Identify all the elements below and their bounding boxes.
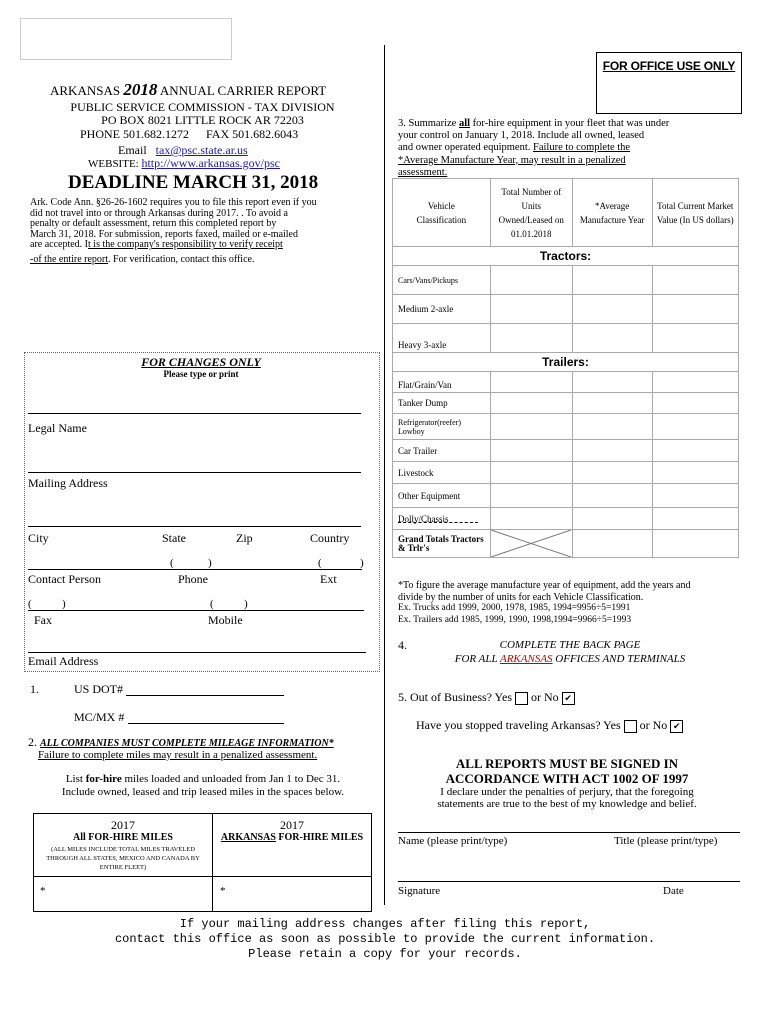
back-page-line2: FOR ALL ARKANSAS OFFICES AND TERMINALS (454, 653, 686, 665)
ar-miles-title: ARKANSAS FOR-HIRE MILES (220, 832, 364, 843)
email-address-input[interactable] (28, 651, 366, 653)
units-cell[interactable] (490, 295, 572, 324)
stopped-traveling: Have you stopped traveling Arkansas? Yes or No ✔ (416, 718, 683, 733)
office-use-box (596, 52, 742, 114)
market-value-cell[interactable] (652, 462, 738, 484)
fax-label: Fax (34, 613, 52, 627)
website-link[interactable]: http://www.arkansas.gov/psc (141, 156, 281, 170)
phone-label: Phone (178, 572, 208, 586)
market-value-cell[interactable] (652, 414, 738, 440)
city-state-zip-input[interactable] (28, 525, 361, 527)
trailer-row (393, 372, 739, 393)
avg-year-cell[interactable] (572, 414, 652, 440)
mcmx-label: MC/MX # (74, 710, 125, 724)
trailer-class-label: Tanker Dump (393, 393, 491, 414)
market-value-cell[interactable] (652, 266, 738, 295)
tractor-class-label: Heavy 3-axle (393, 324, 491, 353)
market-value-cell[interactable] (652, 372, 738, 393)
grand-value-cell[interactable] (652, 530, 738, 558)
fax-mobile-input[interactable] (28, 609, 364, 611)
trailer-row (393, 393, 739, 414)
declaration1: I declare under the penalties of perjury, that the foregoing (440, 786, 694, 798)
zip-label: Zip (236, 531, 253, 545)
avg-year-cell[interactable] (572, 462, 652, 484)
units-cell[interactable] (490, 484, 572, 508)
trailer-row (393, 508, 739, 530)
grand-totals-row (393, 530, 739, 558)
column-divider (384, 45, 385, 905)
email-link[interactable]: tax@psc.state.ar.us (155, 143, 248, 157)
tractors-section-row (393, 247, 739, 266)
changes-box (24, 352, 380, 672)
mileage-instr2: Include owned, leased and trip leased miles in the spaces below. (61, 786, 345, 798)
units-cell[interactable] (490, 266, 572, 295)
usdot-input[interactable] (126, 694, 284, 696)
notice-paragraph: Ark. Code Ann. §26-26-1602 requires you to file this report even if you did not travel into or through Arkansas during 2017. . To avoid a penalty or default assessment, return this completed report by March 31, 2018. For submission, reports faxed, mailed or e-mailed are accepted. It is the company's responsibility to verify receipt -of the entire report. For verification, contact this office. (30, 197, 317, 265)
market-value-cell[interactable] (652, 324, 738, 353)
market-value-cell[interactable] (652, 508, 738, 530)
usdot-label: US DOT# (74, 682, 124, 696)
avg-year-cell[interactable] (572, 372, 652, 393)
avg-year-note: *To figure the average manufacture year of equipment, add the years and divide by the number of units for each Vehicle Classification. Ex. Trucks add 1999, 2000, 1978, 1985, 1994=9956÷5=1991 Ex. Trailers add 1985, 1999, 1990, 1998,1994=9966÷5=1993 (398, 580, 691, 625)
address-line: PO BOX 8021 LITTLE ROCK AR 72203 (101, 113, 304, 127)
mileage-warning: Failure to complete miles may result in a penalized assessment. (38, 749, 318, 761)
mileage-table (33, 813, 372, 912)
section4-number: 4. (398, 638, 407, 652)
avg-year-cell[interactable] (572, 295, 652, 324)
trailer-row (393, 440, 739, 462)
trailer-class-label: Dolly/Chassis (393, 508, 491, 530)
date-label: Date (663, 885, 684, 897)
title-label: Title (please print/type) (614, 835, 718, 847)
all-miles-title: All FOR-HIRE MILES (72, 832, 173, 843)
units-cell[interactable] (490, 462, 572, 484)
trailer-row (393, 414, 739, 440)
legal-name-input[interactable] (28, 412, 361, 414)
agency-line: PUBLIC SERVICE COMMISSION - TAX DIVISION (70, 100, 335, 114)
office-use-label: FOR OFFICE USE ONLY (602, 59, 736, 73)
tractor-class-label: Cars/Vans/Pickups (393, 266, 491, 295)
stopped-traveling-no-checkbox[interactable]: ✔ (670, 720, 683, 733)
changes-subtitle: Please type or print (163, 369, 239, 379)
grand-totals-label: Grand Totals Tractors & Trlr's (393, 530, 491, 558)
units-cell[interactable] (490, 393, 572, 414)
back-page-line1: COMPLETE THE BACK PAGE (499, 639, 641, 651)
equipment-table (392, 178, 739, 558)
trailer-class-label: Refrigerator(reefer) Lowboy (393, 414, 491, 440)
signature-label: Signature (398, 885, 441, 897)
all-miles-year: 2017 (111, 818, 135, 832)
country-label: Country (310, 531, 350, 545)
mileage-instr1: List for-hire miles loaded and unloaded from Jan 1 to Dec 31. (65, 773, 341, 785)
tractor-row (393, 295, 739, 324)
mobile-label: Mobile (208, 613, 243, 627)
header-market-value: Total Current Market Value (In US dollars) (652, 179, 738, 247)
out-of-business: 5. Out of Business? Yes or No ✔ (398, 690, 575, 705)
out-of-business-yes-checkbox[interactable] (515, 692, 528, 705)
trailer-row (393, 462, 739, 484)
phone-line: PHONE 501.682.1272 FAX 501.682.6043 (80, 127, 299, 141)
header-avg-year: *Average Manufacture Year (572, 179, 652, 247)
tractor-class-label: Medium 2-axle (393, 295, 491, 324)
trailer-class-label: Flat/Grain/Van (393, 372, 491, 393)
crossed-out-cell (491, 530, 571, 557)
title-year: 2018 (123, 80, 158, 99)
stopped-traveling-yes-checkbox[interactable] (624, 720, 637, 733)
footer-notice: If your mailing address changes after filing this report, contact this office as soon as possible to provide the current information. Please retain a copy for your records. (114, 917, 656, 961)
avg-year-cell[interactable] (572, 484, 652, 508)
market-value-cell[interactable] (652, 295, 738, 324)
units-cell[interactable] (490, 324, 572, 353)
out-of-business-no-checkbox[interactable]: ✔ (562, 692, 575, 705)
report-title: ARKANSAS 2018 ANNUAL CARRIER REPORT (50, 80, 327, 99)
ext-label: Ext (320, 572, 337, 586)
grand-units-cell[interactable] (490, 530, 572, 558)
avg-year-cell[interactable] (572, 508, 652, 530)
signature-title2: ACCORDANCE WITH ACT 1002 OF 1997 (445, 771, 689, 786)
barcode-box (20, 18, 232, 60)
equipment-header-row (393, 179, 739, 247)
market-value-cell[interactable] (652, 393, 738, 414)
market-value-cell[interactable] (652, 484, 738, 508)
legal-name-label: Legal Name (28, 421, 87, 435)
equipment-instructions: 3. Summarize all for-hire equipment in your fleet that was under your control on January 1, 2018. Include all owned, leased and owner operated equipment. Failure to complete the *Average Manufacture Year, may result in a penalized assessment. (398, 118, 670, 178)
trailer-class-label: Other Equipment (393, 484, 491, 508)
avg-year-cell[interactable] (572, 266, 652, 295)
city-label: City (28, 531, 49, 545)
trailers-section-row (393, 353, 739, 372)
tractor-row (393, 266, 739, 295)
grand-avg-cell[interactable] (572, 530, 652, 558)
name-title-input[interactable] (398, 831, 740, 833)
ar-miles-year: 2017 (280, 818, 304, 832)
signature-title1: ALL REPORTS MUST BE SIGNED IN (455, 756, 679, 771)
mailing-address-label: Mailing Address (28, 476, 108, 490)
section1-number: 1. (30, 682, 39, 696)
tractors-label: Tractors: (393, 247, 739, 266)
email-line: Email tax@psc.state.ar.us (118, 143, 248, 157)
email-address-label: Email Address (28, 654, 99, 668)
units-cell[interactable] (490, 508, 572, 530)
mileage-title: 2. ALL COMPANIES MUST COMPLETE MILEAGE INFORMATION* (28, 735, 334, 749)
deadline: DEADLINE MARCH 31, 2018 (68, 172, 319, 193)
units-cell[interactable] (490, 440, 572, 462)
avg-year-cell[interactable] (572, 440, 652, 462)
units-cell[interactable] (490, 414, 572, 440)
website-line: WEBSITE: http://www.arkansas.gov/psc (88, 156, 281, 170)
header-total-units: Total Number of Units Owned/Leased on 01.01.2018 (490, 179, 572, 247)
state-label: State (162, 531, 186, 545)
avg-year-cell[interactable] (572, 393, 652, 414)
name-label: Name (please print/type) (398, 835, 508, 847)
declaration2: statements are true to the best of my knowledge and belief. (437, 798, 697, 810)
market-value-cell[interactable] (652, 440, 738, 462)
ar-miles-input[interactable]: * (220, 885, 226, 897)
signature-date-input[interactable] (398, 880, 740, 882)
trailers-label: Trailers: (393, 353, 739, 372)
mailing-address-input[interactable] (28, 471, 361, 473)
all-miles-note: (ALL MILES INCLUDE TOTAL MILES TRAVELED THROUGH ALL STATES, MEXICO AND CANADA BY ENTIRE FLEET) (46, 846, 200, 871)
trailer-class-label: Livestock (393, 462, 491, 484)
trailer-class-label: Car Trailer (393, 440, 491, 462)
units-cell[interactable] (490, 372, 572, 393)
avg-year-cell[interactable] (572, 324, 652, 353)
changes-title: FOR CHANGES ONLY (141, 355, 261, 369)
contact-input[interactable] (28, 568, 362, 570)
mcmx-input[interactable] (128, 722, 284, 724)
contact-person-label: Contact Person (28, 572, 101, 586)
header-classification: Vehicle Classification (393, 179, 491, 247)
trailer-row (393, 484, 739, 508)
all-miles-input[interactable]: * (40, 885, 46, 897)
tractor-row (393, 324, 739, 353)
